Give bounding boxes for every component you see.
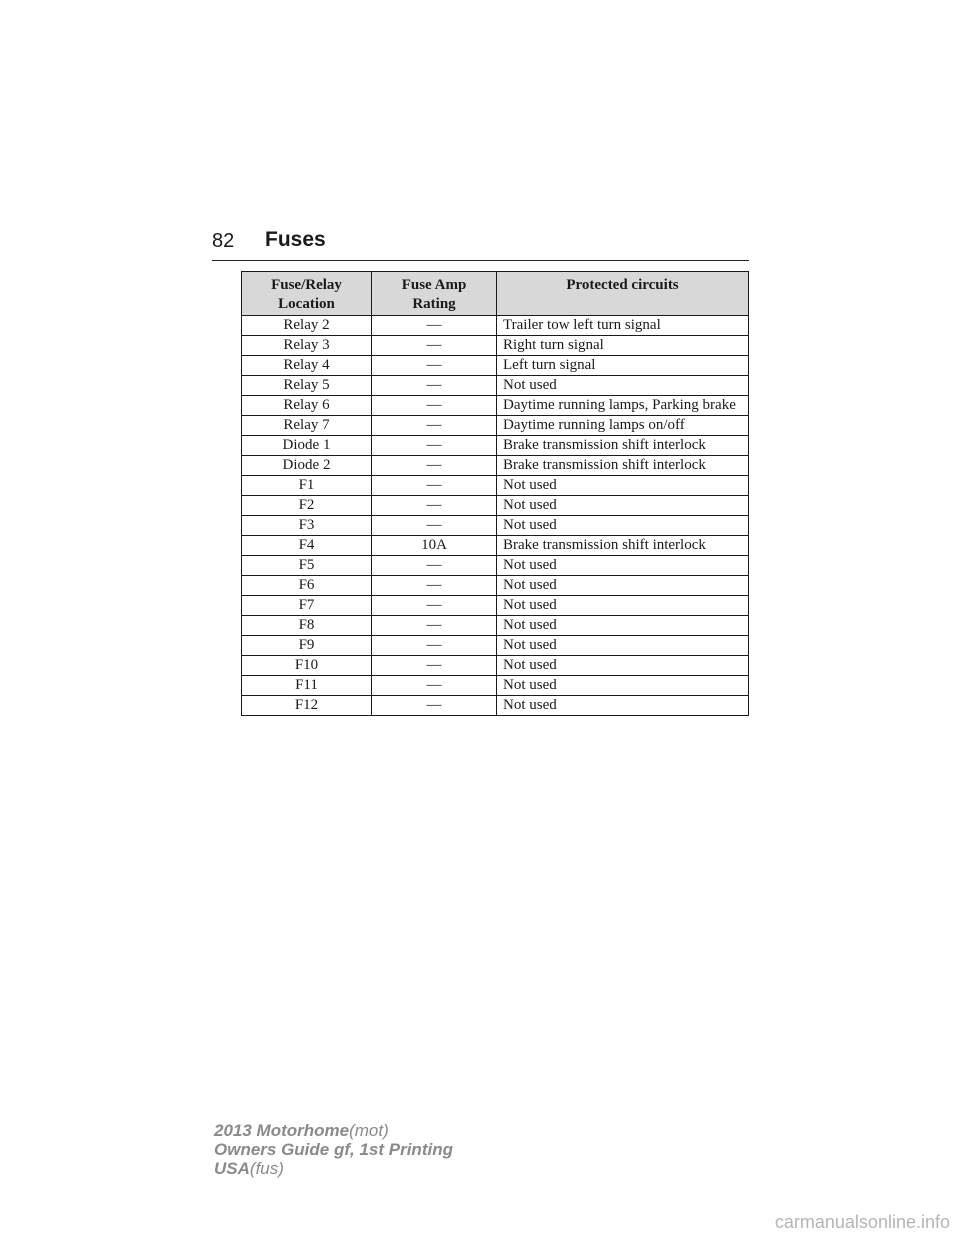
cell-location: Diode 2 (242, 456, 372, 476)
watermark: carmanualsonline.info (774, 1212, 950, 1232)
footer-market-code: (fus) (249, 1159, 284, 1178)
table-row (242, 616, 749, 636)
column-header-rating (372, 272, 497, 316)
footer-model-code: (mot) (349, 1121, 389, 1140)
cell-location: Relay 5 (242, 376, 372, 396)
table-header (242, 272, 749, 316)
cell-circuits: Brake transmission shift interlock (497, 436, 749, 456)
table-row (242, 356, 749, 376)
cell-circuits: Not used (497, 556, 749, 576)
cell-rating: — (372, 656, 497, 676)
table-row (242, 416, 749, 436)
page-number: 82 (212, 230, 235, 252)
cell-location: Relay 4 (242, 356, 372, 376)
column-header-rating-line1: Fuse Amp (401, 277, 467, 293)
cell-rating: — (372, 336, 497, 356)
page-header (212, 228, 749, 261)
table-row (242, 656, 749, 676)
cell-rating: — (372, 516, 497, 536)
document-footer (214, 1121, 453, 1178)
table-row (242, 456, 749, 476)
cell-circuits: Right turn signal (497, 336, 749, 356)
cell-location: F8 (242, 616, 372, 636)
cell-circuits: Trailer tow left turn signal (497, 316, 749, 336)
cell-rating: — (372, 596, 497, 616)
cell-rating: — (372, 436, 497, 456)
cell-location: F9 (242, 636, 372, 656)
cell-location: F12 (242, 696, 372, 716)
cell-rating: — (372, 576, 497, 596)
cell-location: F3 (242, 516, 372, 536)
footer-line-2 (214, 1140, 453, 1159)
cell-circuits: Not used (497, 476, 749, 496)
cell-rating: — (372, 416, 497, 436)
cell-location: Relay 3 (242, 336, 372, 356)
cell-location: F11 (242, 676, 372, 696)
cell-rating: — (372, 616, 497, 636)
cell-circuits: Not used (497, 376, 749, 396)
cell-circuits: Left turn signal (497, 356, 749, 376)
table-row (242, 396, 749, 416)
cell-rating: — (372, 316, 497, 336)
cell-rating: 10A (372, 536, 497, 556)
cell-rating: — (372, 556, 497, 576)
cell-rating: — (372, 696, 497, 716)
cell-location: F6 (242, 576, 372, 596)
column-header-location (242, 272, 372, 316)
cell-circuits: Daytime running lamps, Parking brake (497, 396, 749, 416)
table-row (242, 496, 749, 516)
table-row (242, 556, 749, 576)
table-row (242, 316, 749, 336)
table-header-row (242, 272, 749, 316)
cell-location: F1 (242, 476, 372, 496)
cell-location: F2 (242, 496, 372, 516)
table-row (242, 696, 749, 716)
cell-circuits: Brake transmission shift interlock (497, 456, 749, 476)
cell-circuits: Not used (497, 636, 749, 656)
cell-rating: — (372, 376, 497, 396)
cell-rating: — (372, 396, 497, 416)
table-row (242, 536, 749, 556)
table-row (242, 336, 749, 356)
cell-rating: — (372, 496, 497, 516)
footer-printing: Owners Guide gf, 1st Printing (214, 1140, 453, 1159)
cell-circuits: Not used (497, 616, 749, 636)
table-row (242, 676, 749, 696)
cell-circuits: Not used (497, 596, 749, 616)
cell-circuits: Not used (497, 696, 749, 716)
column-header-location-line1: Fuse/Relay (271, 277, 342, 293)
cell-rating: — (372, 476, 497, 496)
column-header-rating-line2: Rating (412, 296, 456, 312)
table-row (242, 436, 749, 456)
cell-circuits: Daytime running lamps on/off (497, 416, 749, 436)
fuse-table (241, 271, 749, 716)
table-body (242, 316, 749, 716)
footer-line-1 (214, 1121, 453, 1140)
cell-location: Diode 1 (242, 436, 372, 456)
section-title: Fuses (265, 228, 326, 251)
table-row (242, 376, 749, 396)
cell-location: F5 (242, 556, 372, 576)
cell-rating: — (372, 636, 497, 656)
cell-circuits: Not used (497, 496, 749, 516)
cell-circuits: Not used (497, 656, 749, 676)
column-header-location-line2: Location (278, 296, 335, 312)
column-header-circuits: Protected circuits (497, 272, 749, 316)
footer-line-3 (214, 1159, 453, 1178)
cell-rating: — (372, 676, 497, 696)
table-row (242, 476, 749, 496)
cell-circuits: Brake transmission shift interlock (497, 536, 749, 556)
cell-location: Relay 7 (242, 416, 372, 436)
cell-location: F7 (242, 596, 372, 616)
cell-circuits: Not used (497, 516, 749, 536)
cell-location: Relay 2 (242, 316, 372, 336)
table-row (242, 576, 749, 596)
cell-location: F10 (242, 656, 372, 676)
table-row (242, 516, 749, 536)
footer-market: USA (214, 1159, 250, 1178)
cell-circuits: Not used (497, 576, 749, 596)
table-row (242, 596, 749, 616)
cell-location: Relay 6 (242, 396, 372, 416)
cell-rating: — (372, 456, 497, 476)
cell-location: F4 (242, 536, 372, 556)
footer-model: 2013 Motorhome (214, 1121, 350, 1140)
cell-circuits: Not used (497, 676, 749, 696)
cell-rating: — (372, 356, 497, 376)
table-row (242, 636, 749, 656)
